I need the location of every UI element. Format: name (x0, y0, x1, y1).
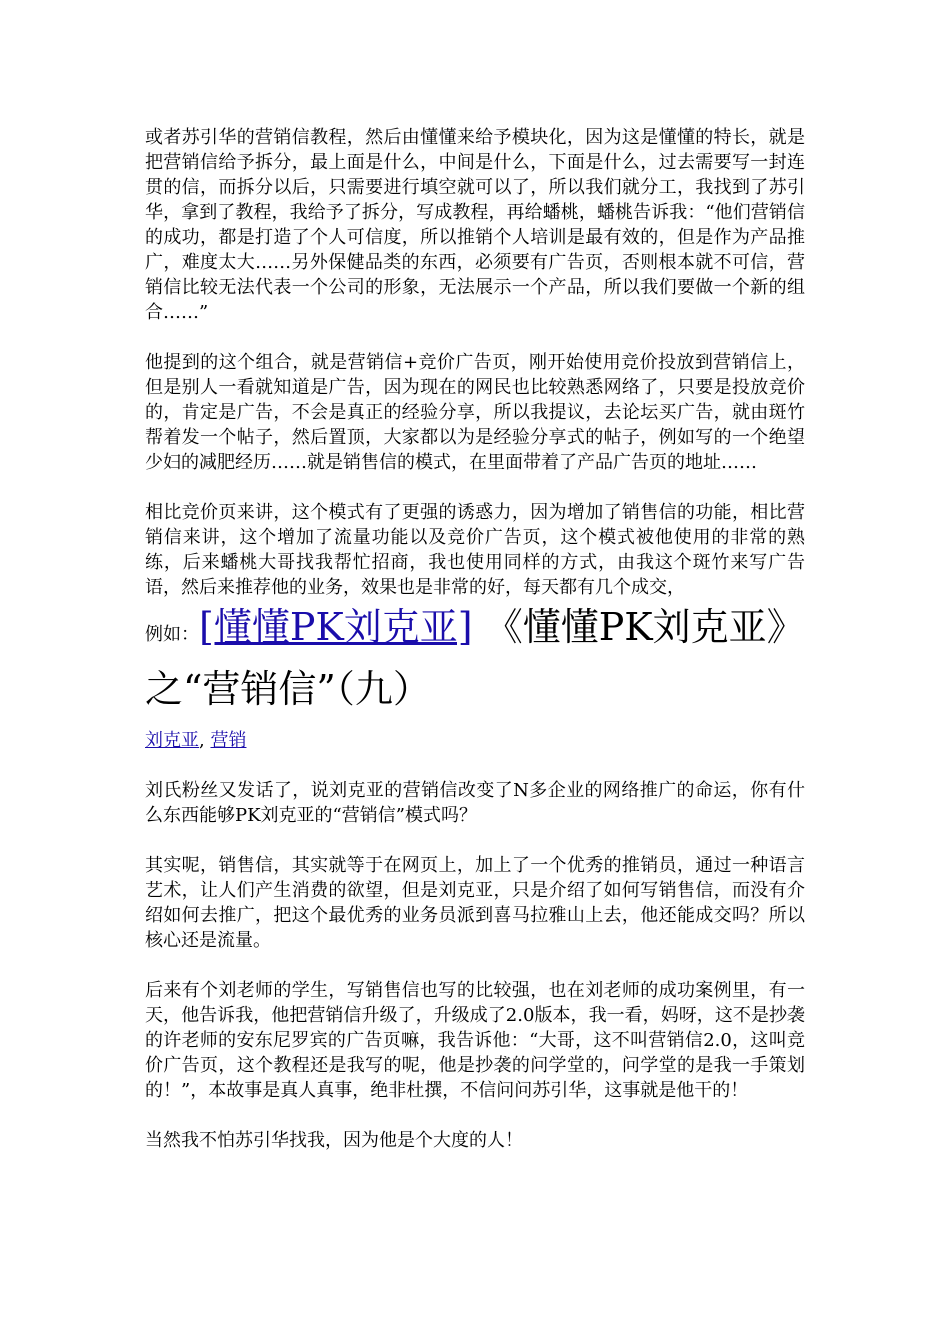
tag-list (145, 728, 805, 753)
tag-separator: , (199, 730, 205, 751)
lead-in-text: 例如： (145, 624, 199, 645)
article-body (145, 125, 805, 1153)
paragraph: 当然我不怕苏引华找我，因为他是个大度的人！ (145, 1130, 523, 1151)
paragraph: 其实呢，销售信，其实就等于在网页上，加上了一个优秀的推销员，通过一种语言艺术，让人们产生消费的欲望，但是刘克亚，只是介绍了如何写销售信，而没有介绍如何去推广，把这个最优秀的业务员派到喜马拉雅山上去，他还能成交吗？所以核心还是流量。 (145, 855, 805, 951)
tag-link-yingxiao[interactable]: 营销 (210, 730, 247, 751)
heading-category-link[interactable]: [懂懂PK刘克亚] (199, 605, 473, 649)
paragraph: 后来有个刘老师的学生，写销售信也写的比较强，也在刘老师的成功案例里，有一天，他告诉我，他把营销信升级了，升级成了2.0版本，我一看，妈呀，这不是抄袭的许老师的安东尼罗宾的广告页嘛，我告诉他：“大哥，这不叫营销信2.0，这叫竞价广告页，这个教程还是我写的呢，他是抄袭的问学堂的，问学堂的是我一手策划的！”，本故事是真人真事，绝非杜撰，不信问问苏引华，这事就是他干的！ (145, 980, 805, 1101)
tag-link-liukeya[interactable]: 刘克亚 (145, 730, 199, 751)
paragraph: 他提到的这个组合，就是营销信+竞价广告页，刚开始使用竞价投放到营销信上，但是别人一看就知道是广告，因为现在的网民也比较熟悉网络了，只要是投放竞价的，肯定是广告，不会是真正的经验分享，所以我提议，去论坛买广告，就由斑竹帮着发一个帖子，然后置顶，大家都以为是经验分享式的帖子，例如写的一个绝望少妇的减肥经历……就是销售信的模式，在里面带着了产品广告页的地址…… (145, 352, 805, 473)
heading-title: 《懂懂PK刘克亚》之“营销信”（九） (145, 605, 805, 711)
paragraph: 相比竞价页来讲，这个模式有了更强的诱惑力，因为增加了销售信的功能，相比营销信来讲，这个增加了流量功能以及竞价广告页，这个模式被他使用的非常的熟练，后来蟠桃大哥找我帮忙招商，我也使用同样的方式，由我这个斑竹来写广告语，然后来推荐他的业务，效果也是非常的好，每天都有几个成交， (145, 502, 805, 598)
article-heading (145, 600, 805, 716)
paragraph: 或者苏引华的营销信教程，然后由懂懂来给予模块化，因为这是懂懂的特长，就是把营销信给予拆分，最上面是什么，中间是什么，下面是什么，过去需要写一封连贯的信，而拆分以后，只需要进行填空就可以了，所以我们就分工，我找到了苏引华，拿到了教程，我给予了拆分，写成教程，再给蟠桃，蟠桃告诉我：“他们营销信的成功，都是打造了个人可信度，所以推销个人培训是最有效的，但是作为产品推广，难度太大……另外保健品类的东西，必须要有广告页，否则根本就不可信，营销信比较无法代表一个公司的形象，无法展示一个产品，所以我们要做一个新的组合……” (145, 127, 805, 323)
paragraph: 刘氏粉丝又发话了，说刘克亚的营销信改变了N多企业的网络推广的命运，你有什么东西能够PK刘克亚的“营销信”模式吗？ (145, 780, 805, 826)
